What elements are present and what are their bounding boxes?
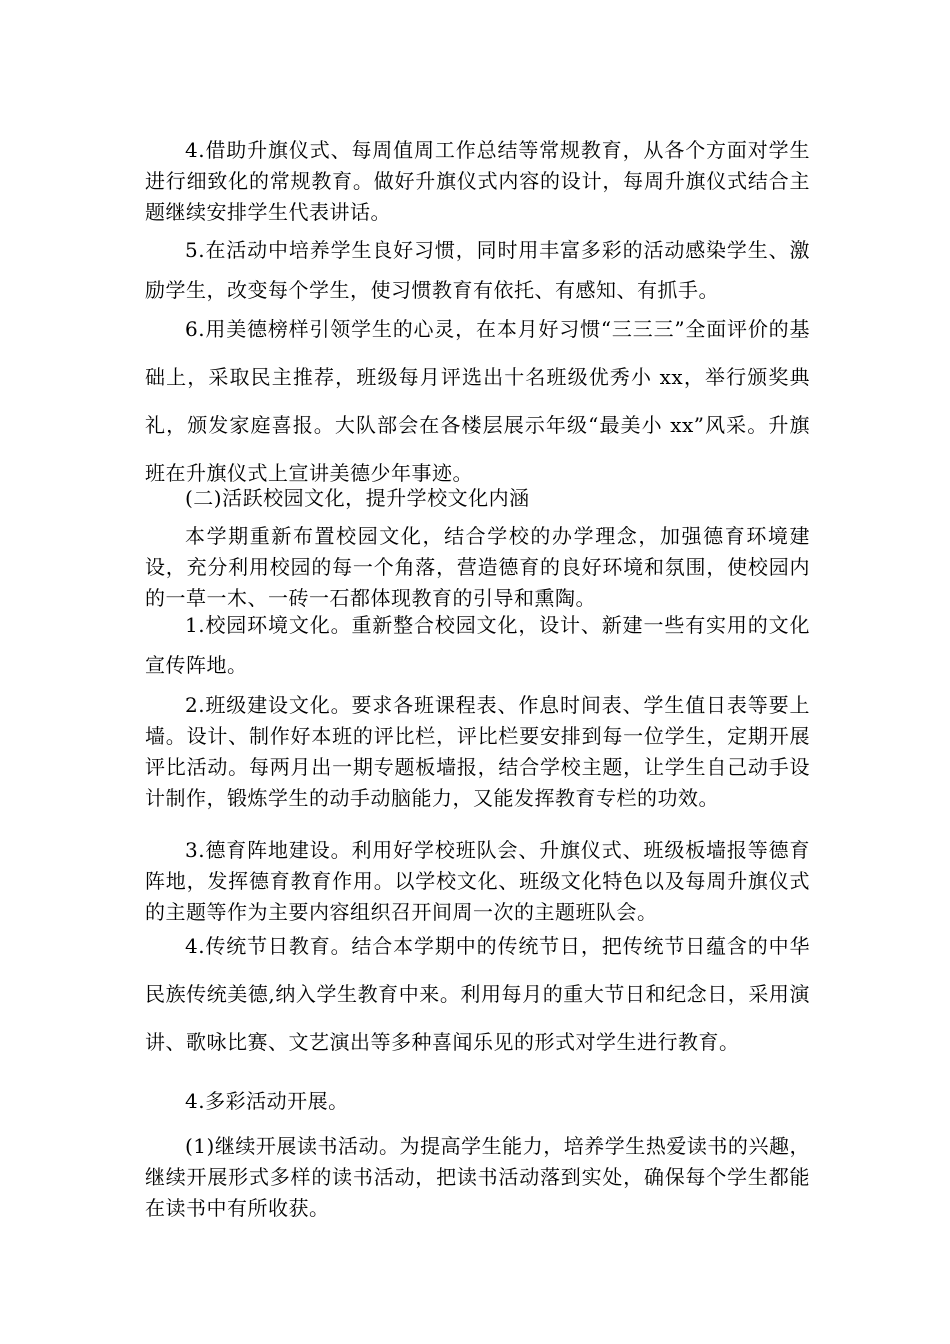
- paragraph-item-4-flag-ceremony: 4.借助升旗仪式、每周值周工作总结等常规教育，从各个方面对学生进行细致化的常规教育。做好升旗仪式内容的设计，每周升旗仪式结合主题继续安排学生代表讲话。: [145, 138, 810, 224]
- paragraph-item-5-habits: 5.在活动中培养学生良好习惯，同时用丰富多彩的活动感染学生、激励学生，改变每个学生，使习惯教育有依托、有感知、有抓手。: [145, 238, 810, 302]
- paragraph-item-4-activities: 4.多彩活动开展。: [185, 1089, 349, 1113]
- paragraph-item-4-traditional-festivals: 4.传统节日教育。结合本学期中的传统节日，把传统节日蕴含的中华民族传统美德,纳入学生教育中来。利用每月的重大节日和纪念日，采用演讲、歌咏比赛、文艺演出等多种喜闻乐见的形式对学生进行教育。: [145, 934, 810, 1054]
- paragraph-item-3-moral-education: 3.德育阵地建设。利用好学校班队会、升旗仪式、班级板墙报等德育阵地，发挥德育教育作用。以学校文化、班级文化特色以及每周升旗仪式的主题等作为主要内容组织召开间周一次的主题班队会。: [145, 838, 810, 924]
- paragraph-item-6-role-models: 6.用美德榜样引领学生的心灵，在本月好习惯“三三三”全面评价的基础上，采取民主推荐，班级每月评选出十名班级优秀小 xx，举行颁奖典礼，颁发家庭喜报。大队部会在各楼层展示年级“最美小 xx”风采。升旗班在升旗仪式上宣讲美德少年事迹。: [145, 317, 810, 485]
- paragraph-reading-activity: (1)继续开展读书活动。为提高学生能力，培养学生热爱读书的兴趣，继续开展形式多样的读书活动，把读书活动落到实处，确保每个学生都能在读书中有所收获。: [145, 1134, 810, 1220]
- paragraph-campus-culture-intro: 本学期重新布置校园文化，结合学校的办学理念，加强德育环境建设，充分利用校园的每一个角落，营造德育的良好环境和氛围，使校园内的一草一木、一砖一石都体现教育的引导和熏陶。: [145, 524, 810, 610]
- section-heading-campus-culture: (二)活跃校园文化，提升学校文化内涵: [185, 486, 530, 510]
- paragraph-item-2-class-culture: 2.班级建设文化。要求各班课程表、作息时间表、学生值日表等要上墙。设计、制作好本班的评比栏，评比栏要安排到每一位学生，定期开展评比活动。每两月出一期专题板墙报，结合学校主题，让学生自己动手设计制作，锻炼学生的动手动脑能力，又能发挥教育专栏的功效。: [145, 693, 810, 810]
- paragraph-item-1-environment: 1.校园环境文化。重新整合校园文化，设计、新建一些有实用的文化宣传阵地。: [145, 613, 810, 677]
